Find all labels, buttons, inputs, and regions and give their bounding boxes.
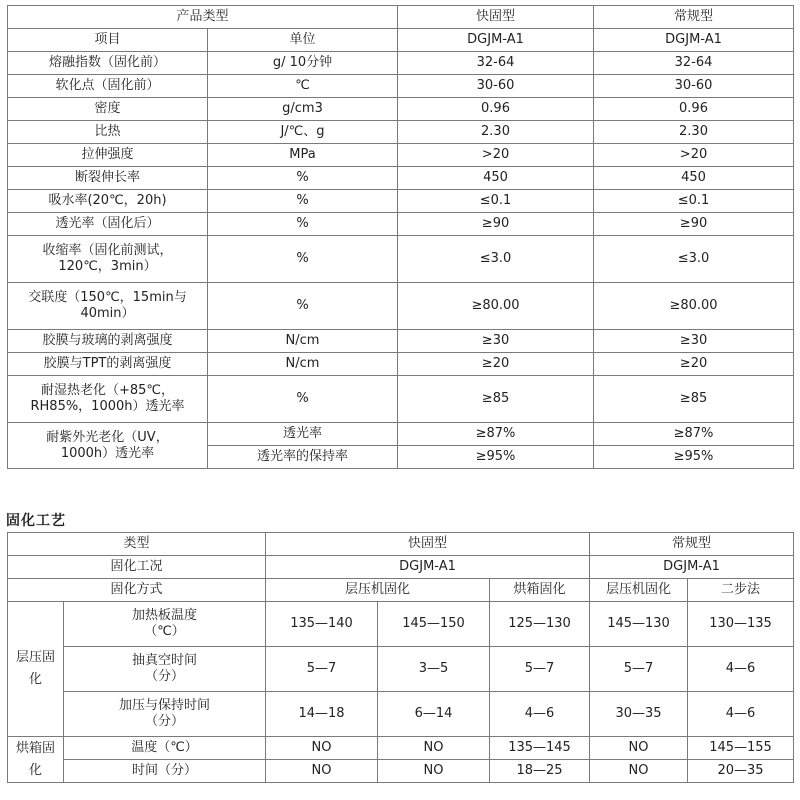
table-subheader-row	[8, 29, 794, 52]
method-oven-fast: 烘箱固化	[490, 579, 590, 602]
property-name-line: 软化点（固化前）	[55, 78, 160, 93]
oven-group-line1: 烘箱固	[15, 740, 55, 756]
normal-value-cell: 32-64	[594, 52, 794, 75]
fast-value-cell: ≥80.00	[398, 283, 594, 330]
cure-model-fast: DGJM-A1	[266, 556, 590, 579]
value-cell: 4—6	[490, 692, 590, 737]
row-label-vacuum-time	[64, 647, 266, 692]
unit-cell: ℃	[208, 75, 398, 98]
table-row	[8, 760, 794, 783]
oven-group-line2: 化	[28, 762, 42, 778]
property-name-cell	[8, 52, 208, 75]
laminate-group-line1: 层压固	[15, 650, 55, 665]
unit-cell: g/ 10分钟	[208, 52, 398, 75]
value-cell: 18—25	[490, 760, 590, 783]
value-cell: 145—155	[688, 737, 794, 760]
fast-value-cell: 450	[398, 167, 594, 190]
value-cell: 5—7	[266, 647, 378, 692]
property-name-cell	[8, 236, 208, 283]
unit-cell: %	[208, 236, 398, 283]
property-name-cell	[8, 144, 208, 167]
method-laminator-normal: 层压机固化	[590, 579, 688, 602]
property-name-line: 胶膜与玻璃的剥离强度	[42, 333, 173, 348]
cure-type-label: 类型	[8, 533, 266, 556]
property-name-cell	[8, 423, 208, 469]
cure-fast-label: 快固型	[266, 533, 590, 556]
unit-cell: 透光率的保持率	[208, 446, 398, 469]
table-row	[8, 647, 794, 692]
unit-cell: %	[208, 213, 398, 236]
property-name-line: 吸水率(20℃，20h)	[48, 193, 167, 208]
property-name-line: 拉伸强度	[81, 147, 134, 162]
value-cell: NO	[378, 760, 490, 783]
table-row	[8, 353, 794, 376]
property-name-cell	[8, 167, 208, 190]
label-line: 抽真空时间	[132, 653, 198, 668]
table-row	[8, 579, 794, 602]
fast-value-cell: >20	[398, 144, 594, 167]
cure-model-normal: DGJM-A1	[590, 556, 794, 579]
fast-value-cell: ≤3.0	[398, 236, 594, 283]
value-cell: NO	[378, 737, 490, 760]
subheader-model-fast: DGJM-A1	[398, 29, 594, 52]
row-label-oven-temperature: 温度（℃）	[64, 737, 266, 760]
table-row	[8, 98, 794, 121]
fast-value-cell: 0.96	[398, 98, 594, 121]
table-row	[8, 330, 794, 353]
unit-cell: %	[208, 376, 398, 423]
oven-group-label	[8, 737, 64, 783]
normal-value-cell: 450	[594, 167, 794, 190]
unit-cell: J/℃、g	[208, 121, 398, 144]
table-row	[8, 167, 794, 190]
label-line: 加压与保持时间	[119, 698, 211, 713]
property-name-line: 120℃，3min）	[58, 259, 157, 274]
normal-value-cell: 30-60	[594, 75, 794, 98]
property-name-line: 胶膜与TPT的剥离强度	[43, 356, 172, 371]
unit-cell: N/cm	[208, 330, 398, 353]
cure-condition-label: 固化工况	[8, 556, 266, 579]
property-name-line: 交联度（150℃，15min与	[28, 290, 187, 305]
table-row	[8, 423, 794, 446]
label-line: 加热板温度	[132, 608, 198, 623]
normal-value-cell: ≤3.0	[594, 236, 794, 283]
unit-cell: N/cm	[208, 353, 398, 376]
subheader-item: 项目	[8, 29, 208, 52]
table-row	[8, 737, 794, 760]
fast-value-cell: 32-64	[398, 52, 594, 75]
unit-cell: %	[208, 190, 398, 213]
normal-value-cell: ≥95%	[594, 446, 794, 469]
label-line: （℃）	[144, 624, 185, 639]
value-cell: 130—135	[688, 602, 794, 647]
value-cell: NO	[266, 760, 378, 783]
laminate-group-line2: 化	[28, 672, 42, 687]
normal-value-cell: 0.96	[594, 98, 794, 121]
value-cell: 30—35	[590, 692, 688, 737]
normal-value-cell: ≥87%	[594, 423, 794, 446]
normal-value-cell: ≥80.00	[594, 283, 794, 330]
fast-value-cell: ≥87%	[398, 423, 594, 446]
table-header-row	[8, 6, 794, 29]
value-cell: 3—5	[378, 647, 490, 692]
value-cell: 4—6	[688, 647, 794, 692]
value-cell: 5—7	[490, 647, 590, 692]
properties-table-body	[8, 6, 794, 469]
table-row	[8, 75, 794, 98]
table-row	[8, 52, 794, 75]
row-label-heating-plate	[64, 602, 266, 647]
normal-value-cell: ≤0.1	[594, 190, 794, 213]
value-cell: 6—14	[378, 692, 490, 737]
header-fast-cure: 快固型	[398, 6, 594, 29]
table-row	[8, 190, 794, 213]
value-cell: 145—150	[378, 602, 490, 647]
property-name-line: 断裂伸长率	[74, 170, 140, 185]
table-row	[8, 121, 794, 144]
table-row	[8, 602, 794, 647]
property-name-line: 耐紫外光老化（UV，	[46, 429, 169, 445]
value-cell: 135—140	[266, 602, 378, 647]
table-row	[8, 236, 794, 283]
normal-value-cell: ≥85	[594, 376, 794, 423]
row-label-oven-time: 时间（分）	[64, 760, 266, 783]
laminate-group-label	[8, 602, 64, 737]
value-cell: 135—145	[490, 737, 590, 760]
subheader-model-normal: DGJM-A1	[594, 29, 794, 52]
unit-cell: 透光率	[208, 423, 398, 446]
subheader-unit: 单位	[208, 29, 398, 52]
table-row	[8, 376, 794, 423]
properties-table	[7, 5, 794, 469]
property-name-cell	[8, 190, 208, 213]
fast-value-cell: ≤0.1	[398, 190, 594, 213]
curing-table	[7, 532, 794, 783]
table-row	[8, 213, 794, 236]
property-name-line: RH85%，1000h）透光率	[30, 399, 185, 414]
table-row	[8, 283, 794, 330]
table-row	[8, 692, 794, 737]
cure-normal-label: 常规型	[590, 533, 794, 556]
fast-value-cell: ≥90	[398, 213, 594, 236]
value-cell: NO	[266, 737, 378, 760]
section-title-curing-process: 固化工艺	[6, 513, 66, 529]
label-line: （分）	[145, 714, 185, 729]
cure-method-label: 固化方式	[8, 579, 266, 602]
header-normal-cure: 常规型	[594, 6, 794, 29]
value-cell: 4—6	[688, 692, 794, 737]
property-name-cell	[8, 376, 208, 423]
fast-value-cell: ≥95%	[398, 446, 594, 469]
unit-cell: g/cm3	[208, 98, 398, 121]
row-label-press-hold-time	[64, 692, 266, 737]
value-cell: NO	[590, 737, 688, 760]
fast-value-cell: ≥30	[398, 330, 594, 353]
value-cell: 145—130	[590, 602, 688, 647]
table-row	[8, 556, 794, 579]
property-name-line: 熔融指数（固化前）	[48, 55, 166, 70]
header-product-type: 产品类型	[8, 6, 398, 29]
fast-value-cell: 30-60	[398, 75, 594, 98]
method-two-step: 二步法	[688, 579, 794, 602]
table-row	[8, 144, 794, 167]
normal-value-cell: >20	[594, 144, 794, 167]
property-name-line: 比热	[94, 124, 121, 139]
property-name-cell	[8, 213, 208, 236]
property-name-cell	[8, 75, 208, 98]
normal-value-cell: ≥30	[594, 330, 794, 353]
property-name-line: 40min）	[80, 306, 135, 321]
fast-value-cell: ≥20	[398, 353, 594, 376]
property-name-cell	[8, 330, 208, 353]
unit-cell: %	[208, 283, 398, 330]
normal-value-cell: ≥90	[594, 213, 794, 236]
property-name-cell	[8, 283, 208, 330]
property-name-line: 透光率（固化后）	[55, 216, 160, 231]
property-name-line: 耐湿热老化（+85℃，	[40, 383, 175, 398]
property-name-line: 密度	[94, 101, 121, 116]
property-name-cell	[8, 98, 208, 121]
property-name-cell	[8, 121, 208, 144]
property-name-line: 1000h）透光率	[60, 445, 155, 461]
method-laminator-fast: 层压机固化	[266, 579, 490, 602]
value-cell: 20—35	[688, 760, 794, 783]
label-line: （分）	[145, 669, 185, 684]
property-name-cell	[8, 353, 208, 376]
property-name-line: 收缩率（固化前测试，	[42, 243, 173, 258]
value-cell: 5—7	[590, 647, 688, 692]
table-row	[8, 533, 794, 556]
normal-value-cell: 2.30	[594, 121, 794, 144]
normal-value-cell: ≥20	[594, 353, 794, 376]
fast-value-cell: 2.30	[398, 121, 594, 144]
unit-cell: %	[208, 167, 398, 190]
value-cell: NO	[590, 760, 688, 783]
fast-value-cell: ≥85	[398, 376, 594, 423]
unit-cell: MPa	[208, 144, 398, 167]
value-cell: 14—18	[266, 692, 378, 737]
value-cell: 125—130	[490, 602, 590, 647]
curing-table-body	[8, 533, 794, 783]
